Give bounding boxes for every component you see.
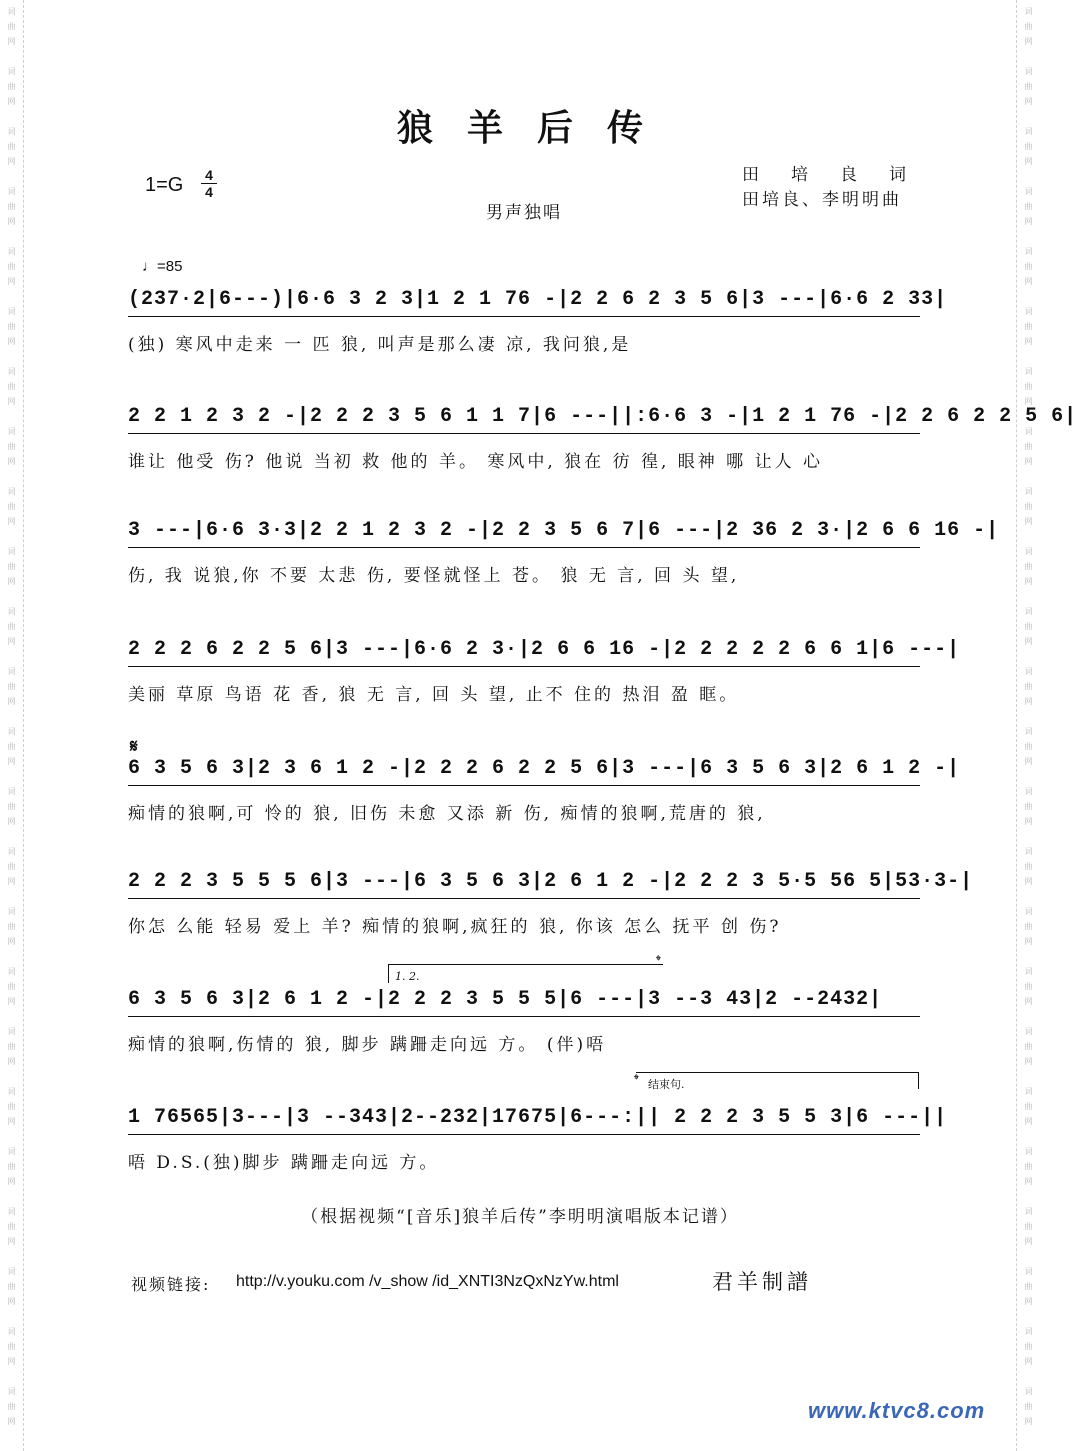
side-mark-text: 词 曲 网 (7, 187, 16, 226)
notation-line: 6 3 5 6 3|2 6 1 2 -|2 2 2 3 5 5 5|6 ---|3 --3 43|2 --2432| (128, 988, 883, 1011)
volta-label: 1. 2. (395, 970, 420, 983)
side-mark-text: 词 曲 网 (1024, 847, 1033, 886)
side-mark-text: 词 曲 网 (1024, 907, 1033, 946)
side-mark-text: 词 曲 网 (1024, 667, 1033, 706)
lyric-line: 痴情的狼啊,伤情的 狼, 脚步 蹒跚走向远 方。 (伴)唔 (128, 1035, 607, 1055)
coda-sign: 𝄌 (634, 1072, 639, 1088)
coda-sign: 𝄌 (656, 953, 661, 969)
ending-bracket (636, 1072, 919, 1089)
notation-line: 1 76565|3---|3 --343|2--232|17675|6---:|| 2 2 2 3 5 5 3|6 ---|| (128, 1106, 948, 1129)
side-mark-text: 词 曲 网 (7, 727, 16, 766)
lyric-line: 美丽 草原 鸟语 花 香, 狼 无 言, 回 头 望, 止不 住的 热泪 盈 眶。 (128, 685, 740, 705)
side-mark-text: 词 曲 网 (7, 1027, 16, 1066)
lyric-line: 谁让 他受 伤? 他说 当初 救 他的 羊。 寒风中, 狼在 彷 徨, 眼神 哪 让人 心 (128, 452, 823, 472)
side-mark-text: 词 曲 网 (7, 247, 16, 286)
side-mark-text: 词 曲 网 (7, 1387, 16, 1426)
side-mark-text: 词 曲 网 (1024, 547, 1033, 586)
right-side-watermark (1016, 0, 1040, 1451)
video-link-url[interactable]: http://v.youku.com /v_show /id_XNTI3NzQxNzYw.html (236, 1273, 619, 1290)
song-title: 狼羊后传 (396, 107, 677, 149)
side-mark-text: 词 曲 网 (1024, 1207, 1033, 1246)
notation-line: 2 2 1 2 3 2 -|2 2 2 3 5 6 1 1 7|6 ---||:6·6 3 -|1 2 1 76 -|2 2 6 2 2 5 6| (128, 405, 1077, 428)
side-mark-text: 词 曲 网 (1024, 307, 1033, 346)
side-mark-text: 词 曲 网 (1024, 1147, 1033, 1186)
lyricist-credit: 田培良词 (742, 165, 938, 185)
side-mark-text: 词 曲 网 (7, 907, 16, 946)
notation-line: 6 3 5 6 3|2 3 6 1 2 -|2 2 2 6 2 2 5 6|3 ---|6 3 5 6 3|2 6 1 2 -| (128, 757, 961, 780)
notation-line: (237·2|6---)|6·6 3 2 3|1 2 1 76 -|2 2 6 2 3 5 6|3 ---|6·6 2 33| (128, 288, 948, 311)
site-watermark: www.ktvc8.com (808, 1398, 986, 1423)
notation-line: 2 2 2 3 5 5 5 6|3 ---|6 3 5 6 3|2 6 1 2 -|2 2 2 3 5·5 56 5|53·3-| (128, 870, 974, 893)
lyric-line: 你怎 么能 轻易 爱上 羊? 痴情的狼啊,疯狂的 狼, 你该 怎么 抚平 创 伤? (128, 917, 782, 937)
side-mark-text: 词 曲 网 (1024, 1327, 1033, 1366)
segno-sign: 𝄋 (130, 736, 138, 757)
side-mark-text: 词 曲 网 (1024, 727, 1033, 766)
side-mark-text: 词 曲 网 (1024, 187, 1033, 226)
composer-credit: 田培良、李明明曲 (742, 190, 902, 210)
side-mark-text: 词 曲 网 (7, 367, 16, 406)
side-mark-text: 词 曲 网 (7, 127, 16, 166)
side-mark-text: 词 曲 网 (1024, 127, 1033, 166)
side-mark-text: 词 曲 网 (7, 847, 16, 886)
side-mark-text: 词 曲 网 (1024, 487, 1033, 526)
side-mark-text: 词 曲 网 (1024, 247, 1033, 286)
side-mark-text: 词 曲 网 (1024, 1387, 1033, 1426)
time-signature-top: 4 (205, 167, 213, 183)
side-mark-text: 词 曲 网 (1024, 7, 1033, 46)
side-mark-text: 词 曲 网 (7, 487, 16, 526)
time-signature-bottom: 4 (205, 184, 213, 200)
ending-label: 结束句. (648, 1078, 685, 1091)
side-mark-text: 词 曲 网 (7, 7, 16, 46)
side-mark-text: 词 曲 网 (1024, 1027, 1033, 1066)
lyric-line: (独) 寒风中走来 一 匹 狼, 叫声是那么凄 凉, 我问狼,是 (128, 335, 632, 355)
side-mark-text: 词 曲 网 (1024, 787, 1033, 826)
lyric-line: 唔 D.S.(独)脚步 蹒跚走向远 方。 (128, 1153, 440, 1173)
volta-bracket (388, 964, 663, 983)
side-mark-text: 词 曲 网 (7, 1327, 16, 1366)
side-mark-text: 词 曲 网 (1024, 367, 1033, 406)
side-mark-text: 词 曲 网 (7, 787, 16, 826)
side-mark-text: 词 曲 网 (1024, 427, 1033, 466)
video-link-label: 视频链接: (131, 1275, 211, 1294)
notation-line: 2 2 2 6 2 2 5 6|3 ---|6·6 2 3·|2 6 6 16 -|2 2 2 2 2 6 6 1|6 ---| (128, 638, 961, 661)
side-mark-text: 词 曲 网 (7, 67, 16, 106)
source-note: （根据视频“[音乐]狼羊后传”李明明演唱版本记谱） (301, 1207, 739, 1227)
side-mark-text: 词 曲 网 (7, 607, 16, 646)
side-mark-text: 词 曲 网 (7, 667, 16, 706)
notation-line: 3 ---|6·6 3·3|2 2 1 2 3 2 -|2 2 3 5 6 7|6 ---|2 36 2 3·|2 6 6 16 -| (128, 519, 1000, 542)
side-mark-text: 词 曲 网 (1024, 1087, 1033, 1126)
performance-type: 男声独唱 (486, 203, 562, 223)
lyric-line: 痴情的狼啊,可 怜的 狼, 旧伤 未愈 又添 新 伤, 痴情的狼啊,荒唐的 狼, (128, 804, 766, 824)
key-signature: 1=G (145, 174, 184, 196)
time-signature (201, 168, 217, 199)
lyric-line: 伤, 我 说狼,你 不要 太悲 伤, 要怪就怪上 苍。 狼 无 言, 回 头 望, (128, 566, 740, 586)
side-mark-text: 词 曲 网 (7, 1147, 16, 1186)
side-mark-text: 词 曲 网 (7, 1207, 16, 1246)
left-side-watermark (0, 0, 24, 1451)
side-mark-text: 词 曲 网 (7, 1087, 16, 1126)
side-mark-text: 词 曲 网 (1024, 1267, 1033, 1306)
side-mark-text: 词 曲 网 (1024, 967, 1033, 1006)
side-mark-text: 词 曲 网 (7, 427, 16, 466)
side-mark-text: 词 曲 网 (1024, 67, 1033, 106)
side-mark-text: 词 曲 网 (1024, 607, 1033, 646)
transcriber-stamp: 君羊制譜 (712, 1270, 812, 1294)
side-mark-text: 词 曲 网 (7, 967, 16, 1006)
side-mark-text: 词 曲 网 (7, 547, 16, 586)
tempo-marking: ♩=85 (142, 258, 183, 275)
side-mark-text: 词 曲 网 (7, 1267, 16, 1306)
side-mark-text: 词 曲 网 (7, 307, 16, 346)
